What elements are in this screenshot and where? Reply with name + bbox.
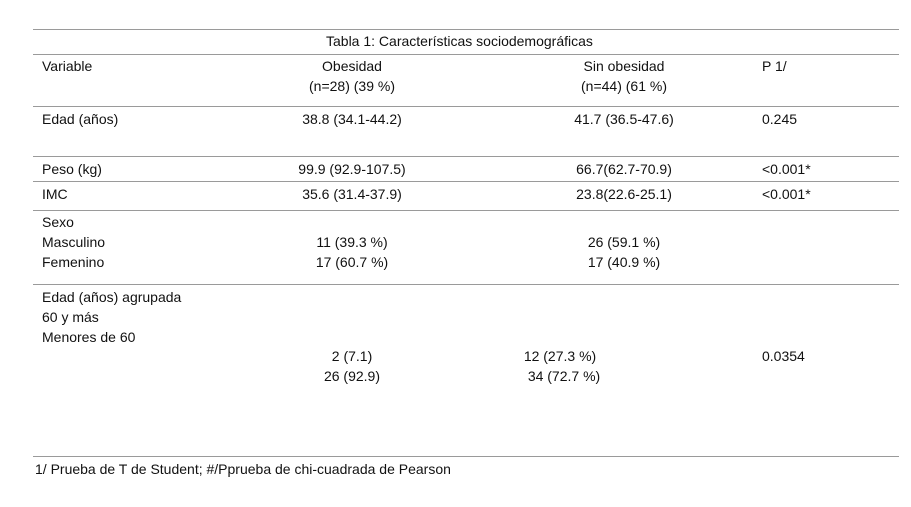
row-peso-obesidad: 99.9 (92.9-107.5): [298, 161, 406, 177]
row-edad-agrupada-p: 0.0354: [762, 348, 805, 364]
row-edad-label: Edad (años): [42, 111, 119, 127]
row-peso-sin-obesidad: 66.7(62.7-70.9): [576, 161, 672, 177]
caption-rule: [33, 54, 899, 55]
table-footnote: 1/ Prueba de T de Student; #/Pprueba de chi-cuadrada de Pearson: [35, 461, 451, 477]
header-obesidad: Obesidad: [322, 58, 382, 74]
row-imc-label: IMC: [42, 186, 68, 202]
row-peso-p: <0.001*: [762, 161, 811, 177]
row-peso-label: Peso (kg): [42, 161, 102, 177]
row-edad-agrupada-label: Edad (años) agrupada: [42, 289, 182, 305]
row-mayores-obesidad: 2 (7.1): [331, 348, 373, 364]
table-top-rule: [33, 29, 899, 30]
header-sin-obesidad: Sin obesidad: [583, 58, 665, 74]
table-caption: Tabla 1: Características sociodemográficas: [326, 33, 593, 49]
row-masculino-sin-obesidad: 26 (59.1 %): [587, 234, 661, 250]
row-menores-label: Menores de 60: [42, 329, 136, 345]
row-masculino-label: Masculino: [42, 234, 106, 250]
row-menores-sin-obesidad: 34 (72.7 %): [527, 368, 601, 384]
row-femenino-obesidad: 17 (60.7 %): [315, 254, 389, 270]
header-p: P 1/: [762, 58, 787, 74]
row-menores-obesidad: 26 (92.9): [323, 368, 381, 384]
row-rule-peso: [33, 181, 899, 182]
row-masculino-obesidad: 11 (39.3 %): [316, 234, 388, 250]
row-mayores-sin-obesidad: 12 (27.3 %): [523, 348, 597, 364]
row-rule-imc: [33, 210, 899, 211]
header-sin-obesidad-n: (n=44) (61 %): [581, 78, 667, 94]
row-edad-obesidad: 38.8 (34.1-44.2): [302, 111, 402, 127]
row-sexo-label: Sexo: [42, 214, 74, 230]
header-variable: Variable: [42, 58, 93, 74]
row-mayores-label: 60 y más: [42, 309, 99, 325]
row-imc-p: <0.001*: [762, 186, 811, 202]
row-femenino-sin-obesidad: 17 (40.9 %): [587, 254, 661, 270]
row-edad-p: 0.245: [762, 111, 798, 127]
row-imc-obesidad: 35.6 (31.4-37.9): [302, 186, 402, 202]
row-rule-sexo: [33, 284, 899, 285]
row-imc-sin-obesidad: 23.8(22.6-25.1): [576, 186, 672, 202]
row-femenino-label: Femenino: [42, 254, 105, 270]
row-edad-sin-obesidad: 41.7 (36.5-47.6): [574, 111, 674, 127]
row-rule-edad: [33, 156, 899, 157]
table-bottom-rule: [33, 456, 899, 457]
header-rule: [33, 106, 899, 107]
header-obesidad-n: (n=28) (39 %): [309, 78, 395, 94]
